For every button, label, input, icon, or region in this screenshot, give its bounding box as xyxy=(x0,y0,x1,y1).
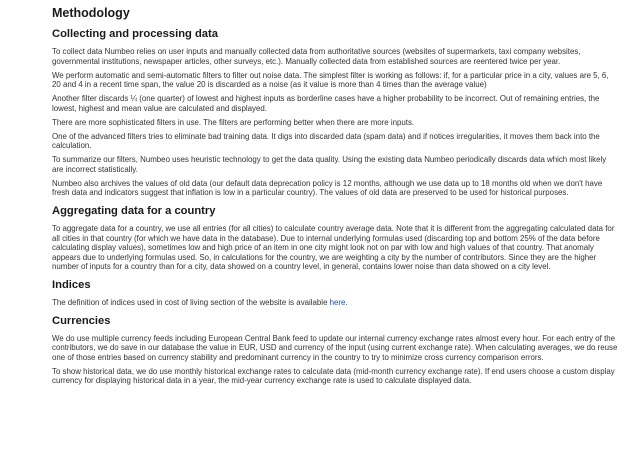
indices-text: The definition of indices used in cost of living section of the website is available xyxy=(52,298,330,308)
section-heading-collecting: Collecting and processing data xyxy=(52,28,218,40)
paragraph: To aggregate data for a country, we use all entries (for all cities) to calculate country average data. Note that it is different from the aggregating calculated data for all cities in that country (for which we have data in the database). Due to internal underlying formulas used (discarding top and bottom 25% of the data before calculating display values), sometimes low and high price of an item in one city might look not on par with low and high values of that country. That anomaly appears due to underlying formulas used. So, in calculations for the country, we are weighting a city by the number of contributors. Since they are the higher number of inputs for a country than for a city, data showed on a country level, in general, contains lower noise than data showed on a city level. xyxy=(52,224,615,272)
indices-here-link[interactable]: here xyxy=(329,298,346,308)
indices-paragraph xyxy=(52,298,618,308)
section-heading-currencies: Currencies xyxy=(52,314,111,327)
paragraph: To summarize our filters, Numbeo uses heuristic technology to get the data quality. Using the existing data Numbeo periodically discards data which most likely are incorrect statistically. xyxy=(52,155,607,174)
indices-end: . xyxy=(345,298,348,308)
paragraph: We perform automatic and semi-automatic filters to filter out noise data. The simplest filter is working as follows: if, for a particular price in a city, values are 5, 6, 20 and 4 in a recent time span, the value 20 is discarded as a noise (as it value is more than 4 times than the average value) xyxy=(52,70,609,90)
paragraph: We do use multiple currency feeds including European Central Bank feed to update our internal currency exchange rates almost every hour. For each entry of the contributors, we do save in our database the value in EUR, USD and currency of the input (using current exchange rate). When calculating averages, we do reuse one of those entries based on currency stability and predominant currency in the country to try to minimize cross currency comparison errors. xyxy=(52,333,618,362)
paragraph: To show historical data, we do use monthly historical exchange rates to calculate data (mid-month currency exchange rate). If end users choose a custom display currency for displaying historical data in a year, the mid-year currency exchange rate is used to calculate displayed data. xyxy=(52,366,615,386)
paragraph: There are more sophisticated filters in use. The filters are performing better when there are more inputs. xyxy=(52,117,415,127)
section-heading-indices: Indices xyxy=(52,279,91,292)
paragraph: To collect data Numbeo relies on user inputs and manually collected data from authoritative sources (websites of supermarkets, taxi company websites, governmental institutions, newspaper articles, other surveys, etc.). Manually collected data from established sources are reentered twice per year. xyxy=(52,47,581,66)
page-title: Methodology xyxy=(52,6,130,20)
section-heading-aggregating: Aggregating data for a country xyxy=(52,205,216,218)
paragraph: Numbeo also archives the values of old data (our default data deprecation policy is 12 months, although we use data up to 18 months old when we don't have fresh data and indicators suggest that inflation is low in a particular country). The values of old data are preserved to be used for historical purposes. xyxy=(52,178,603,198)
paragraph: Another filter discards ¼ (one quarter) of lowest and highest inputs as borderline cases have a higher probability to be incorrect. Out of remaining entries, the lowest, highest and mean value are calculated and displayed. xyxy=(52,94,600,113)
paragraph: One of the advanced filters tries to eliminate bad training data. It digs into discarded data (spam data) and if notices irregularities, it moves them back into the calculation. xyxy=(52,131,600,151)
